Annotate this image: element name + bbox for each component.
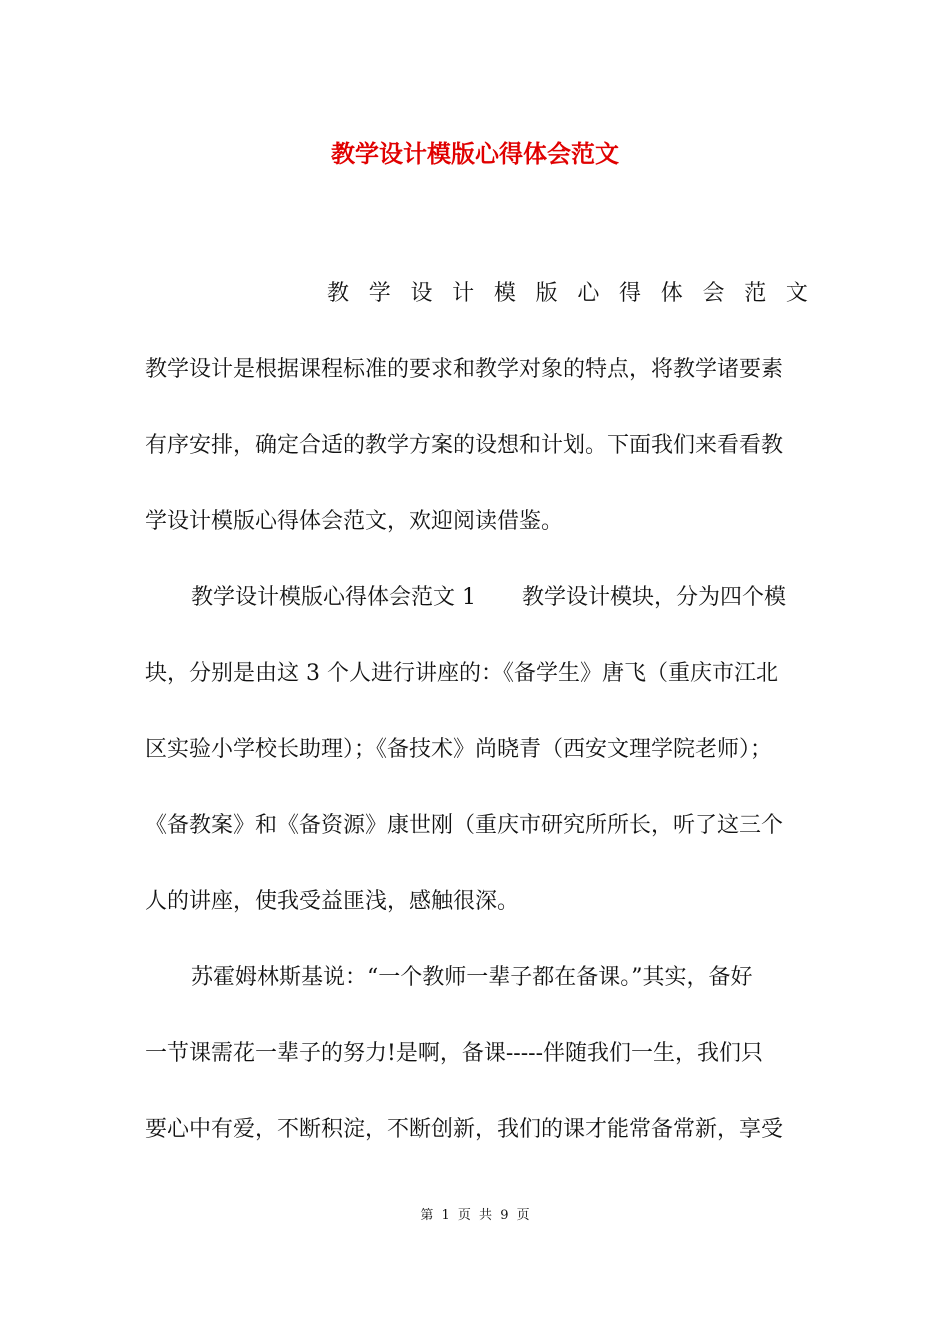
section-text: 教学设计模块，分为四个模 [522, 585, 787, 610]
text-line: 学设计模版心得体会范文，欢迎阅读借鉴。 [145, 509, 564, 534]
spaced-heading [145, 272, 810, 348]
heading-char: 得 [619, 281, 642, 306]
heading-char: 计 [452, 281, 475, 306]
document-title: 教学设计模版心得体会范文 [331, 139, 619, 168]
text-line: 教学设计是根据课程标准的要求和教学对象的特点，将教学诸要素 [145, 357, 784, 382]
heading-char: 会 [702, 281, 725, 306]
text-line: 《备教案》和《备资源》康世刚（重庆市研究所所长，听了这三个 [145, 813, 784, 838]
heading-char: 体 [660, 281, 683, 306]
text-line: 块，分别是由这 3 个人进行讲座的：《备学生》唐飞（重庆市江北 [145, 661, 778, 686]
text-line: 要心中有爱，不断积淀，不断创新，我们的课才能常备常新，享受 [145, 1117, 784, 1142]
heading-char: 文 [785, 281, 808, 306]
page-number: 第 1 页 共 9 页 [420, 1208, 530, 1223]
text-line: 一节课需花一辈子的努力!是啊，备课-----伴随我们一生，我们只 [145, 1041, 764, 1066]
heading-char: 范 [744, 281, 767, 306]
heading-char: 心 [577, 281, 600, 306]
document-body [145, 272, 810, 1184]
text-line: 有序安排，确定合适的教学方案的设想和计划。下面我们来看看教 [145, 433, 784, 458]
text-line [145, 576, 810, 652]
heading-char: 版 [535, 281, 558, 306]
text-line: 区实验小学校长助理）；《备技术》尚晓青（西安文理学院老师）； [145, 737, 773, 762]
heading-char: 学 [368, 281, 391, 306]
heading-char: 设 [410, 281, 433, 306]
text-line: 苏霍姆林斯基说：“一个教师一辈子都在备课。”其实，备好 [191, 965, 753, 990]
heading-char: 教 [327, 281, 350, 306]
section-label: 教学设计模版心得体会范文 1 [191, 585, 476, 610]
text-line: 人的讲座，使我受益匪浅，感触很深。 [145, 889, 520, 914]
heading-char: 模 [493, 281, 516, 306]
